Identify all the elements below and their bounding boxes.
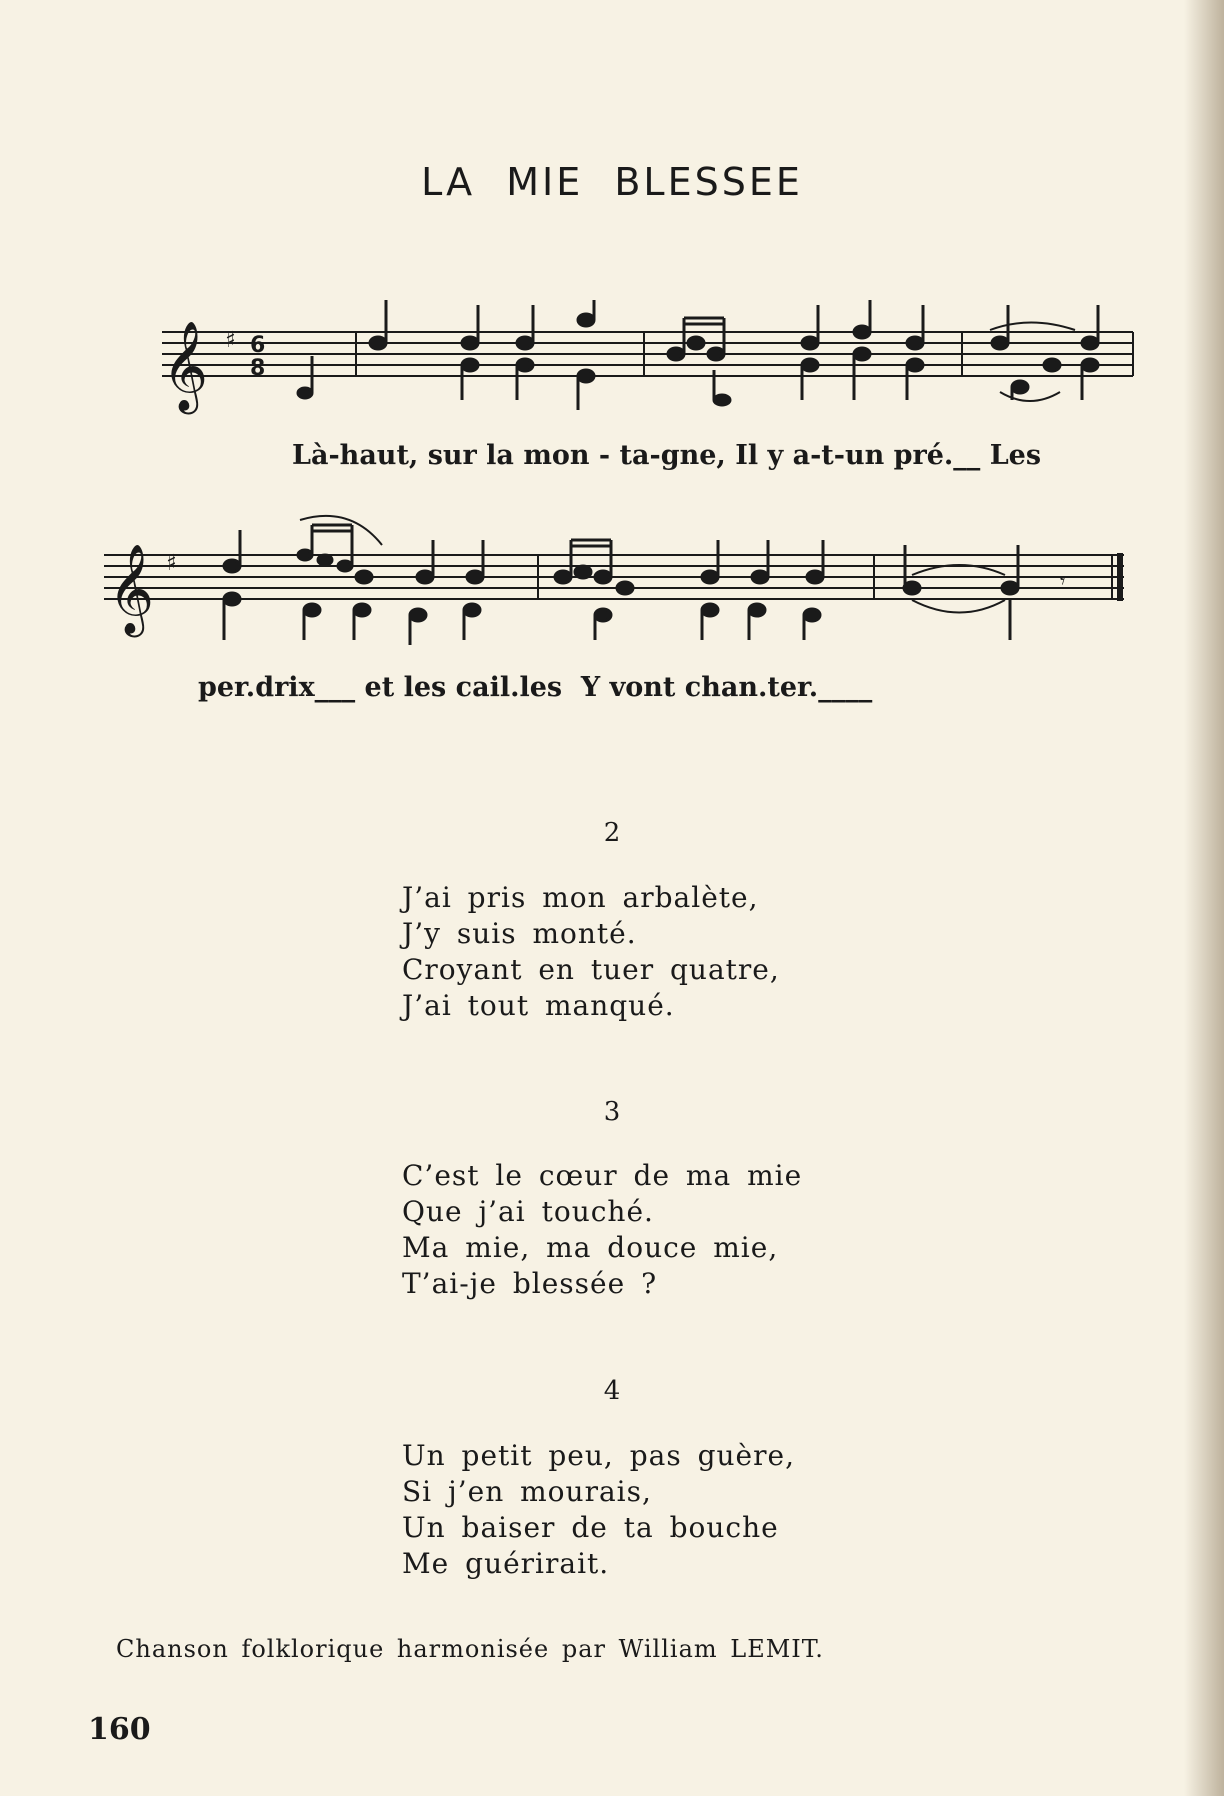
verse-line: Ma mie, ma douce mie, bbox=[402, 1231, 779, 1264]
verse-line: Croyant en tuer quatre, bbox=[402, 953, 780, 986]
song-title: LA MIE BLESSEE bbox=[421, 160, 803, 204]
credit-line: Chanson folklorique harmonisée par William LEMIT. bbox=[116, 1635, 824, 1663]
verse-line: J’y suis monté. bbox=[402, 917, 637, 950]
verse-line: Que j’ai touché. bbox=[402, 1195, 654, 1228]
verse-line: Un baiser de ta bouche bbox=[402, 1511, 779, 1544]
verse-line: J’ai pris mon arbalète, bbox=[402, 881, 759, 914]
staff-2-notes bbox=[224, 516, 1018, 645]
svg-text:♯: ♯ bbox=[225, 328, 236, 353]
verse-number: 3 bbox=[603, 1097, 621, 1127]
treble-clef-icon: 𝄞 bbox=[162, 321, 209, 411]
svg-text:♯: ♯ bbox=[166, 551, 177, 576]
verse-line: Un petit peu, pas guère, bbox=[402, 1439, 795, 1472]
verse-2 bbox=[402, 880, 780, 1024]
lyrics-line-2: per.drix___ et les cail.les Y vont chan.ter.____ bbox=[198, 672, 873, 703]
svg-text:𝄾: 𝄾 bbox=[1060, 569, 1066, 593]
staff-2-lines bbox=[104, 555, 1124, 599]
svg-text:8: 8 bbox=[250, 356, 266, 381]
page-number: 160 bbox=[88, 1712, 151, 1747]
verse-4 bbox=[402, 1438, 795, 1582]
lyrics-line-1: Là-haut, sur la mon - ta-gne, Il y a-t-un pré.__ Les bbox=[292, 440, 1042, 471]
verse-line: T’ai-je blessée ? bbox=[402, 1267, 658, 1300]
verse-number: 2 bbox=[603, 818, 621, 848]
verse-number: 4 bbox=[603, 1376, 621, 1406]
treble-clef-icon: 𝄞 bbox=[108, 544, 155, 634]
verse-line: C’est le cœur de ma mie bbox=[402, 1159, 803, 1192]
verse-line: Si j’en mourais, bbox=[402, 1475, 652, 1508]
verse-3 bbox=[402, 1158, 802, 1302]
staff-1-lines bbox=[162, 332, 1133, 376]
verse-line: Me guérirait. bbox=[402, 1547, 610, 1580]
svg-text:6: 6 bbox=[250, 333, 266, 358]
verse-line: J’ai tout manqué. bbox=[402, 989, 675, 1022]
